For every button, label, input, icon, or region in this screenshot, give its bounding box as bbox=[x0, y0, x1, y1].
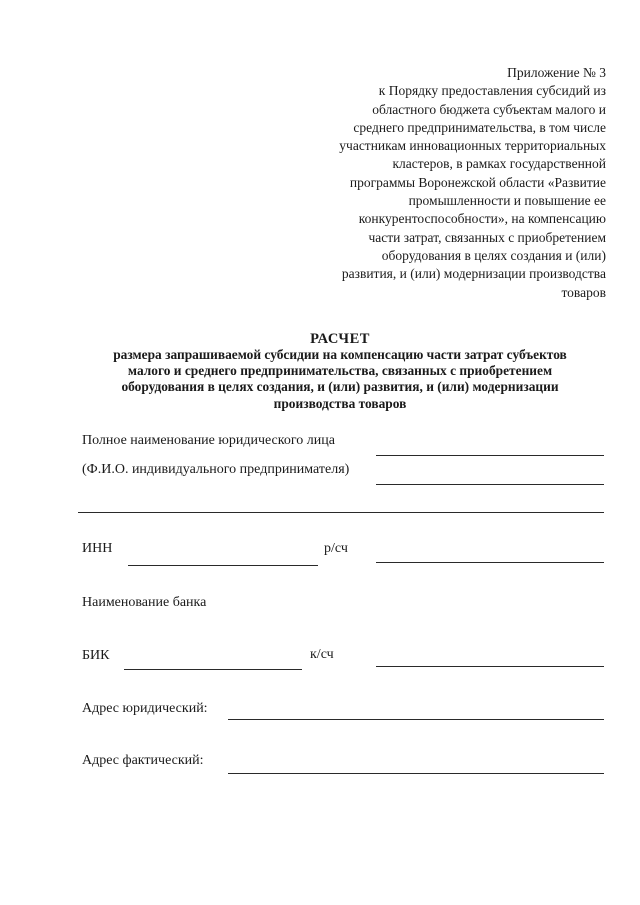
appendix-line: среднего предпринимательства, в том числе bbox=[353, 119, 606, 135]
appendix-line: промышленности и повышение ее bbox=[408, 193, 606, 209]
appendix-line: программы Воронежской области «Развитие bbox=[349, 174, 606, 190]
appendix-line: областного бюджета субъектам малого и bbox=[372, 101, 606, 117]
appendix-line: конкурентоспособности», на компенсацию bbox=[358, 211, 606, 227]
bank-label: Наименование банка bbox=[82, 595, 207, 610]
appendix-block bbox=[286, 64, 606, 302]
appendix-line: товаров bbox=[561, 284, 606, 300]
inn-label: ИНН bbox=[82, 541, 113, 556]
document-subtitle bbox=[60, 347, 620, 412]
bik-field[interactable] bbox=[124, 669, 302, 670]
legal-name-field[interactable] bbox=[376, 455, 604, 456]
inn-field[interactable] bbox=[128, 565, 318, 566]
appendix-line: участникам инновационных территориальных bbox=[339, 138, 606, 154]
appendix-line: части затрат, связанных с приобретением bbox=[368, 229, 606, 245]
actual-address-field[interactable] bbox=[228, 773, 604, 774]
account-label: р/сч bbox=[324, 541, 348, 556]
entrepreneur-label: (Ф.И.О. индивидуального предпринимателя) bbox=[82, 462, 350, 477]
document-title: РАСЧЕТ bbox=[310, 331, 370, 347]
actual-address-label: Адрес фактический: bbox=[82, 753, 204, 768]
appendix-line: к Порядку предоставления субсидий из bbox=[378, 83, 606, 99]
bik-label: БИК bbox=[82, 648, 110, 663]
subtitle-line: оборудования в целях создания, и (или) развития, и (или) модернизации bbox=[121, 379, 559, 395]
entrepreneur-field[interactable] bbox=[376, 484, 604, 485]
account-field[interactable] bbox=[376, 562, 604, 563]
appendix-line: кластеров, в рамках государственной bbox=[392, 156, 606, 172]
legal-address-field[interactable] bbox=[228, 719, 604, 720]
legal-name-label: Полное наименование юридического лица bbox=[82, 433, 335, 448]
subtitle-line: размера запрашиваемой субсидии на компенсацию части затрат субъектов bbox=[113, 347, 567, 362]
name-continuation-field[interactable] bbox=[78, 512, 604, 513]
appendix-line: Приложение № 3 bbox=[507, 65, 606, 80]
legal-address-label: Адрес юридический: bbox=[82, 701, 208, 716]
appendix-line: развития, и (или) модернизации производства bbox=[341, 266, 606, 282]
subtitle-line: производства товаров bbox=[273, 395, 407, 411]
corr-account-field[interactable] bbox=[376, 666, 604, 667]
subtitle-line: малого и среднего предпринимательства, связанных с приобретением bbox=[127, 363, 553, 379]
appendix-line: оборудования в целях создания и (или) bbox=[381, 247, 606, 263]
corr-account-label: к/сч bbox=[310, 647, 334, 662]
